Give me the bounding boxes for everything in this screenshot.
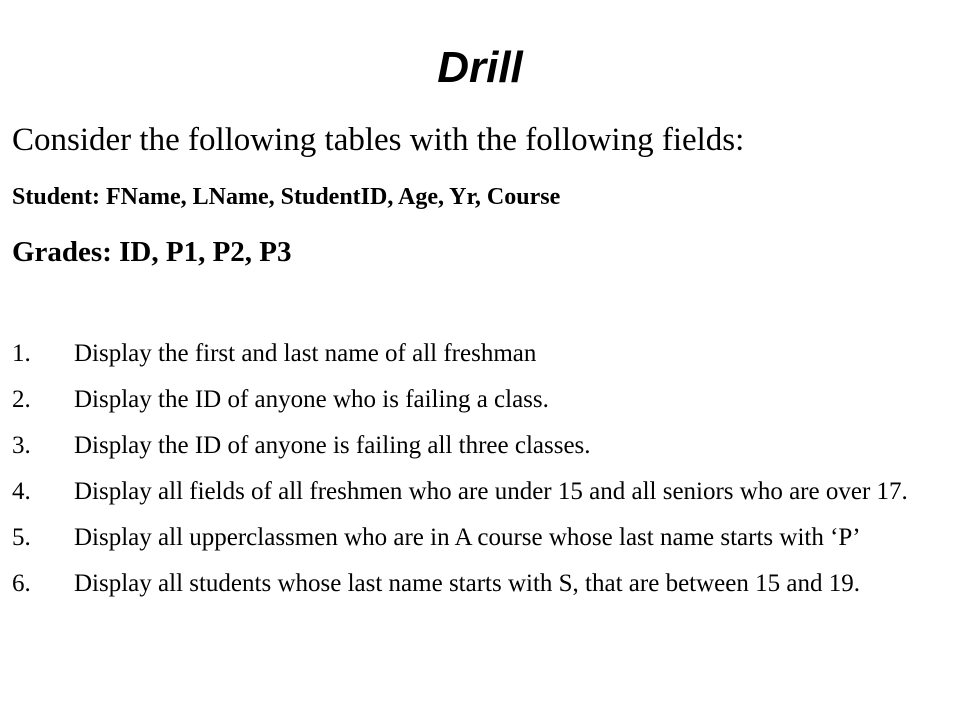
drill-list — [12, 336, 952, 612]
list-item-number: 6. — [12, 570, 31, 597]
intro-text: Consider the following tables with the following fields: — [12, 122, 745, 158]
slide-title: Drill — [437, 43, 523, 92]
grades-table-fields: Grades: ID, P1, P2, P3 — [12, 236, 292, 268]
list-item-number: 5. — [12, 524, 31, 551]
list-item-text: Display all fields of all freshmen who are under 15 and all seniors who are over 17. — [74, 478, 908, 505]
list-item-number: 1. — [12, 340, 31, 367]
list-item — [12, 520, 952, 555]
list-item-text: Display the first and last name of all freshman — [74, 340, 537, 367]
list-item-number: 3. — [12, 432, 31, 459]
list-item — [12, 336, 952, 371]
list-item-text: Display all upperclassmen who are in A course whose last name starts with ‘P’ — [74, 524, 861, 551]
list-item-text: Display the ID of anyone who is failing a class. — [74, 386, 549, 413]
list-item-text: Display all students whose last name starts with S, that are between 15 and 19. — [74, 570, 860, 597]
list-item-number: 2. — [12, 386, 31, 413]
list-item — [12, 566, 952, 601]
list-item — [12, 382, 952, 417]
list-item — [12, 428, 952, 463]
student-table-fields: Student: FName, LName, StudentID, Age, Yr, Course — [12, 184, 561, 210]
list-item-text: Display the ID of anyone is failing all three classes. — [74, 432, 591, 459]
list-item — [12, 474, 952, 509]
list-item-number: 4. — [12, 478, 31, 505]
